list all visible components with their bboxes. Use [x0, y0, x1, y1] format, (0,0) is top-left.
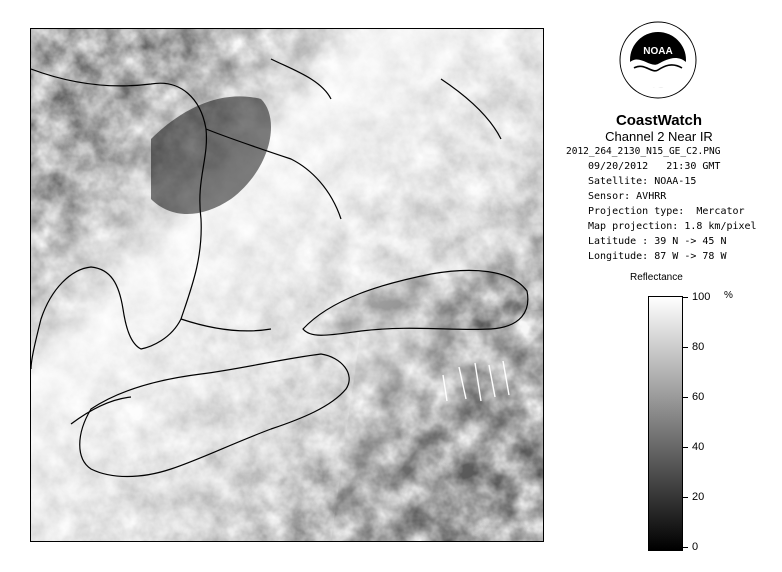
- colorbar-tick-label: 20: [692, 491, 705, 503]
- colorbar-tick: [682, 347, 688, 348]
- longitude: Longitude: 87 W -> 78 W: [588, 251, 727, 262]
- projection-type: Projection type: Mercator: [588, 206, 745, 217]
- latitude: Latitude : 39 N -> 45 N: [588, 236, 727, 247]
- info-panel: [566, 112, 776, 264]
- colorbar-tick: [682, 497, 688, 498]
- colorbar-tick: [682, 397, 688, 398]
- legend-title: Reflectance: [630, 272, 683, 283]
- legend-unit: %: [724, 290, 733, 301]
- colorbar-tick-label: 100: [692, 291, 711, 303]
- colorbar-tick: [682, 297, 688, 298]
- sensor: Sensor: AVHRR: [588, 191, 667, 202]
- satellite-scene: [31, 29, 543, 541]
- colorbar-tick: [682, 547, 688, 548]
- satellite-image: [30, 28, 544, 542]
- product-title: CoastWatch: [615, 112, 703, 129]
- channel-label: Channel 2 Near IR: [605, 129, 713, 144]
- filename: 2012_264_2130_N15_GE_C2.PNG: [566, 146, 721, 157]
- colorbar-tick-label: 80: [692, 341, 705, 353]
- colorbar-tick: [682, 447, 688, 448]
- colorbar-tick-label: 0: [692, 541, 699, 553]
- colorbar: [648, 296, 683, 551]
- satellite: Satellite: NOAA-15: [588, 176, 697, 187]
- map-projection: Map projection: 1.8 km/pixel: [588, 221, 757, 232]
- datetime: 09/20/2012 21:30 GMT: [588, 161, 721, 172]
- noaa-logo: [618, 20, 698, 110]
- colorbar-tick-label: 60: [692, 391, 705, 403]
- noaa-logo-text: NOAA: [643, 46, 673, 57]
- colorbar-tick-label: 40: [692, 441, 705, 453]
